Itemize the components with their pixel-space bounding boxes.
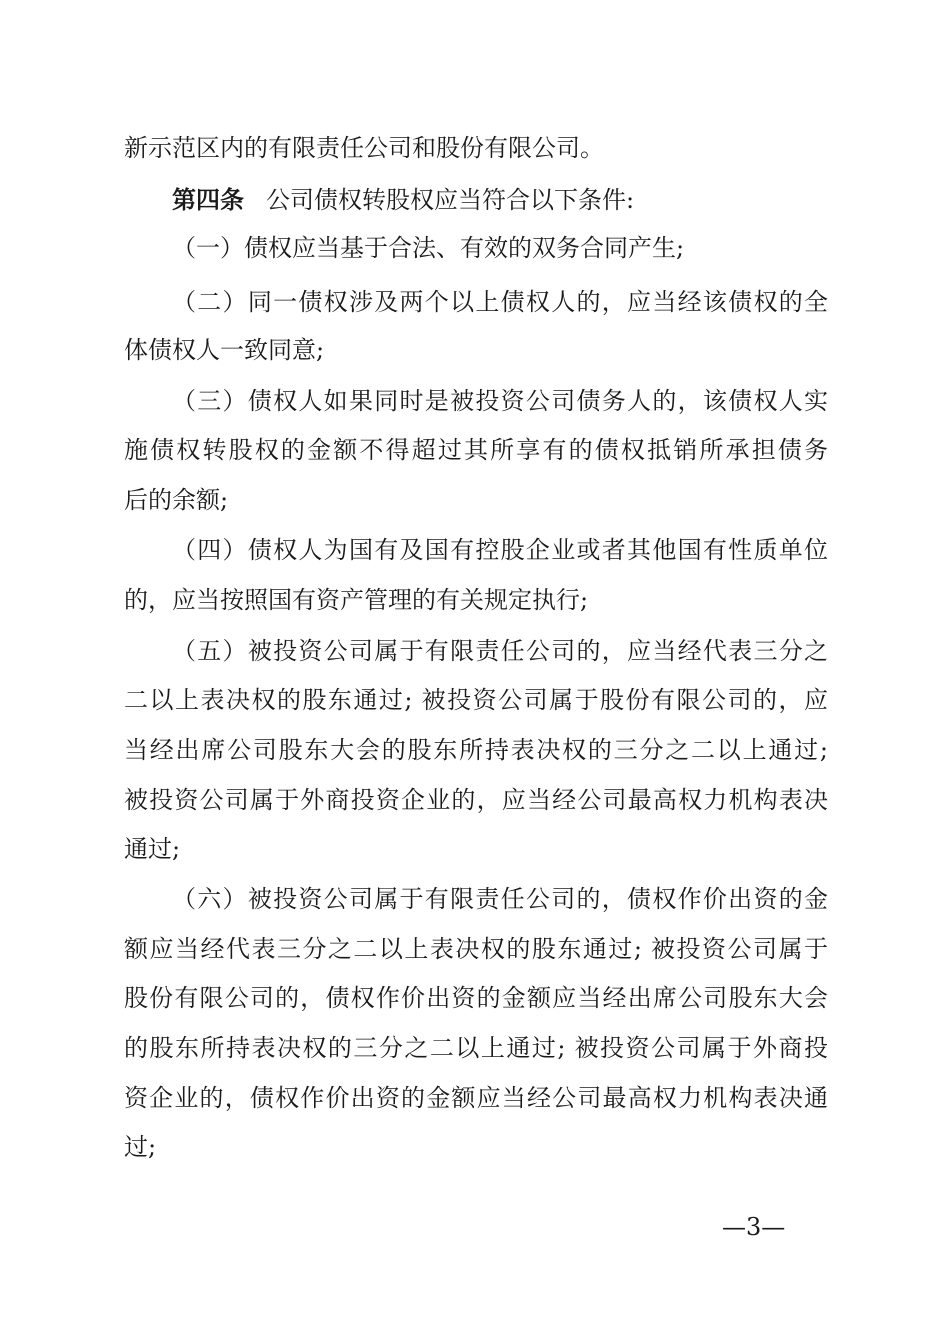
page-number: —3—	[722, 1213, 786, 1241]
clause-6-line-5: 资企业的，债权作价出资的金额应当经公司最高权力机构表决通	[124, 1084, 828, 1112]
clause-5-line-1: （五）被投资公司属于有限责任公司的，应当经代表三分之	[172, 637, 828, 665]
clause-3-line-1: （三）债权人如果同时是被投资公司债务人的，该债权人实	[172, 387, 828, 415]
text-line-1: 新示范区内的有限责任公司和股份有限公司。	[124, 134, 604, 162]
clause-6-line-3: 股份有限公司的，债权作价出资的金额应当经出席公司股东大会	[124, 984, 828, 1012]
clause-5-line-2: 二以上表决权的股东通过; 被投资公司属于股份有限公司的，应	[124, 686, 828, 714]
article-intro: 公司债权转股权应当符合以下条件:	[266, 186, 635, 214]
clause-2-line-2: 体债权人一致同意;	[124, 336, 325, 364]
clause-1: （一）债权应当基于合法、有效的双务合同产生;	[172, 234, 685, 262]
clause-6-line-1: （六）被投资公司属于有限责任公司的，债权作价出资的金	[172, 885, 828, 913]
clause-5-line-3: 当经出席公司股东大会的股东所持表决权的三分之二以上通过;	[124, 736, 828, 764]
article-heading	[172, 180, 828, 220]
article-label: 第四条	[172, 186, 244, 214]
clause-2-line-1: （二）同一债权涉及两个以上债权人的，应当经该债权的全	[172, 288, 828, 316]
clause-3-line-3: 后的余额;	[124, 486, 229, 514]
clause-5-line-5: 通过;	[124, 835, 181, 863]
clause-3-line-2: 施债权转股权的金额不得超过其所享有的债权抵销所承担债务	[124, 436, 828, 464]
clause-6-line-2: 额应当经代表三分之二以上表决权的股东通过; 被投资公司属于	[124, 935, 828, 963]
clause-4-line-1: （四）债权人为国有及国有控股企业或者其他国有性质单位	[172, 536, 828, 564]
clause-4-line-2: 的，应当按照国有资产管理的有关规定执行;	[124, 586, 589, 614]
clause-5-line-4: 被投资公司属于外商投资企业的，应当经公司最高权力机构表决	[124, 786, 828, 814]
clause-6-line-6: 过;	[124, 1133, 157, 1161]
clause-6-line-4: 的股东所持表决权的三分之二以上通过; 被投资公司属于外商投	[124, 1034, 828, 1062]
